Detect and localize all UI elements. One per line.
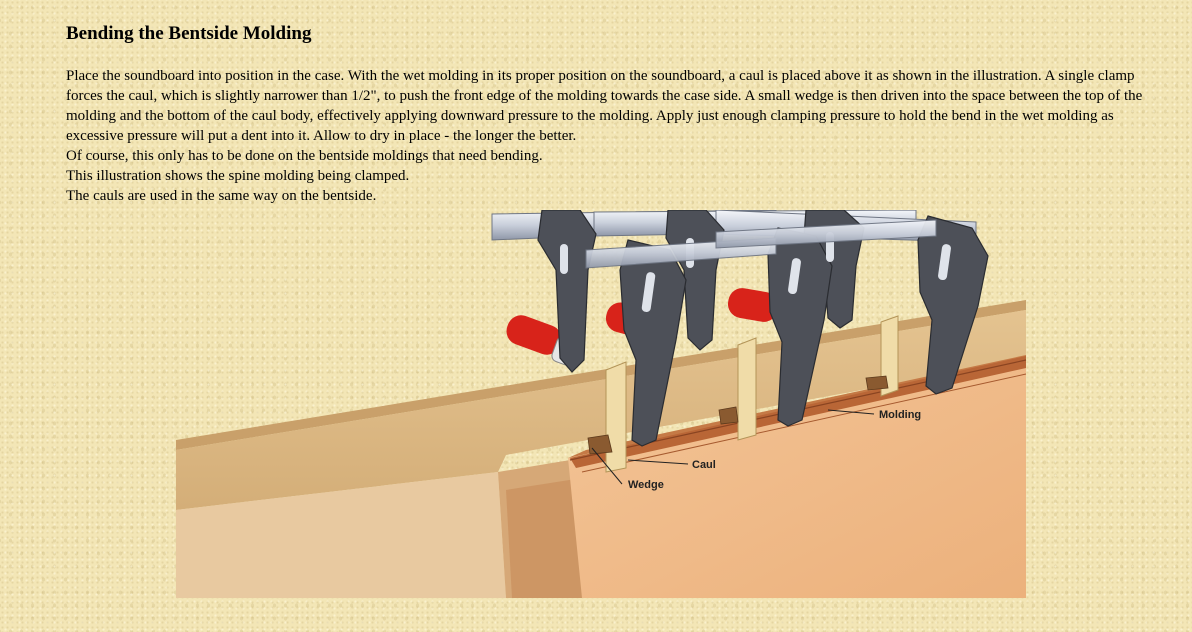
note-spine: This illustration shows the spine molding being clamped. (66, 168, 410, 184)
description-paragraph: Place the soundboard into position in the case. With the wet molding in its proper position on the soundboard, a caul is placed above it as shown in the illustration. A single clamp forces the caul, which is slightly narrower than 1/2", to push the front edge of the molding towards the case side. A small wedge is then driven into the space between the top of the molding and the bottom of the caul body, effectively applying downward pressure to the molding. Apply just enough clamping pressure to hold the bend in the wet molding as excessive pressure will put a dent into it. Allow to dry in place - the longer the better. (66, 68, 1143, 144)
note-cauls: The cauls are used in the same way on the bentside. (66, 188, 377, 204)
wedge-1 (588, 435, 612, 454)
wedge-2 (719, 407, 738, 424)
wedge-3 (866, 376, 888, 390)
label-caul: Caul (692, 459, 716, 471)
clamping-illustration (176, 210, 1028, 598)
label-wedge: Wedge (628, 479, 664, 491)
article (66, 22, 1146, 206)
caul-1 (606, 362, 626, 472)
caul-2 (738, 338, 756, 440)
page-title: Bending the Bentside Molding (66, 23, 312, 44)
label-molding: Molding (879, 409, 922, 421)
note-bentside: Of course, this only has to be done on the bentside moldings that need bending. (66, 148, 543, 164)
